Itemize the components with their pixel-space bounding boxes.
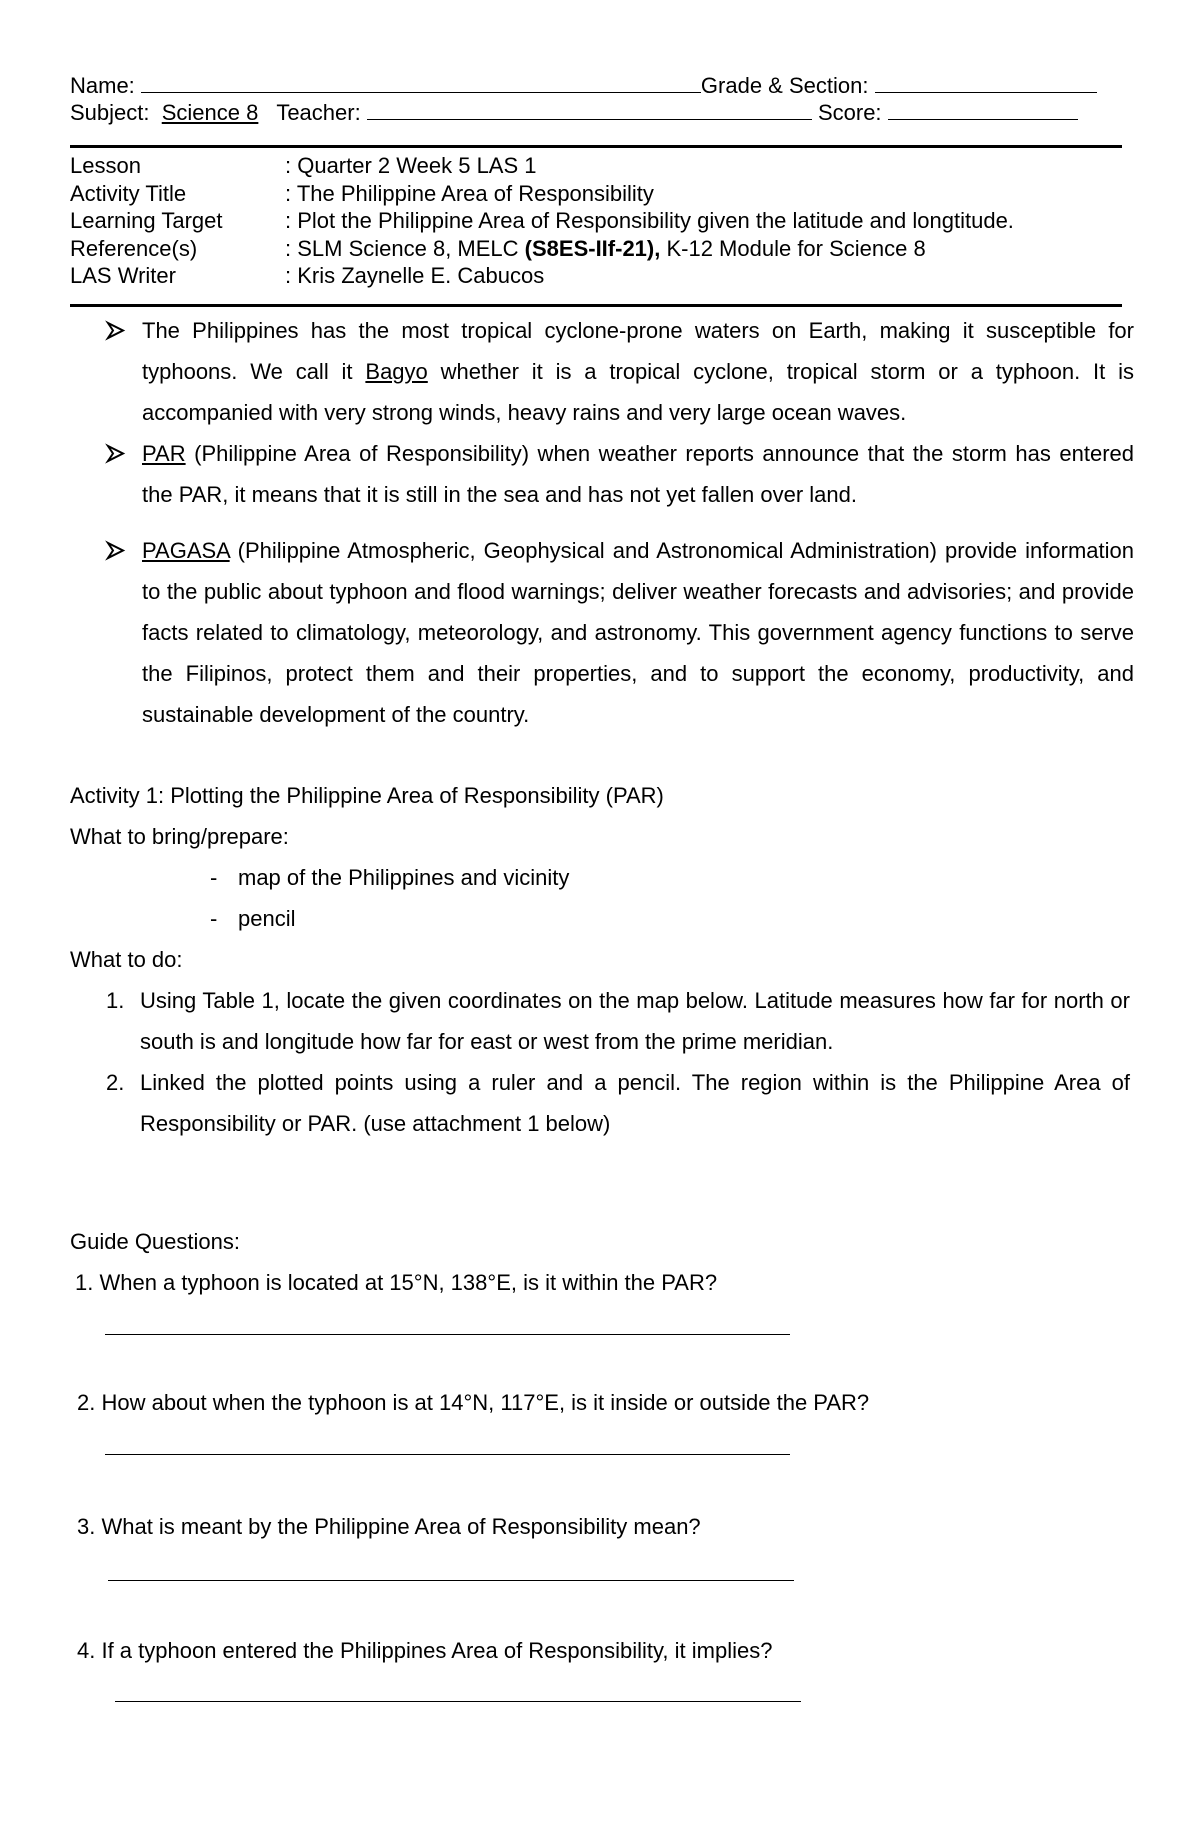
lesson-meta (70, 152, 1130, 290)
bring-item: - map of the Philippines and vicinity (210, 865, 570, 890)
intro-bullets (104, 310, 1134, 735)
meta-row-las-writer: LAS Writer : Kris Zaynelle E. Cabucos (70, 263, 545, 288)
score-blank[interactable] (888, 99, 1078, 120)
header-row-2 (70, 99, 1120, 126)
name-blank[interactable] (141, 72, 701, 93)
step-item: 1. Using Table 1, locate the given coordinates on the map below. Latitude measures how far for north or south is and longitude how far for east or west from the prime meridian. (106, 988, 1130, 1054)
grade-section-blank[interactable] (875, 72, 1097, 93)
meta-divider (70, 304, 1122, 307)
answer-line-2[interactable] (105, 1454, 790, 1455)
meta-row-activity-title: Activity Title : The Philippine Area of Responsibility (70, 180, 654, 206)
header-row-1 (70, 72, 1120, 99)
teacher-label: Teacher: (276, 100, 361, 125)
term-pagasa: PAGASA (142, 538, 230, 563)
bring-label: What to bring/prepare: (70, 824, 289, 849)
guide-question-2: 2. How about when the typhoon is at 14°N, 117°E, is it inside or outside the PAR? (77, 1390, 870, 1415)
activity-section (70, 775, 1130, 1144)
meta-row-references: Reference(s) : SLM Science 8, MELC (S8ES-IIf-21), K-12 Module for Science 8 (70, 235, 926, 261)
name-label: Name: (70, 73, 135, 98)
answer-line-1[interactable] (105, 1334, 790, 1335)
subject-label: Subject: (70, 100, 150, 125)
subject-value: Science 8 (161, 100, 259, 125)
term-bagyo: Bagyo (365, 359, 428, 384)
meta-row-learning-target: Learning Target : Plot the Philippine Area of Responsibility given the latitude and longtitude. (70, 208, 1014, 233)
do-label: What to do: (70, 947, 183, 972)
meta-row-lesson: Lesson : Quarter 2 Week 5 LAS 1 (70, 153, 537, 178)
step-item: 2. Linked the plotted points using a ruler and a pencil. The region within is the Philippine Area of Responsibility or PAR. (use attachment 1 below) (106, 1070, 1130, 1136)
guide-question-3: 3. What is meant by the Philippine Area of Responsibility mean? (77, 1514, 701, 1539)
bullet-bagyo: The Philippines has the most tropical cyclone-prone waters on Earth, making it susceptible for typhoons. We call it Bagyo whether it is a tropical cyclone, tropical storm or a typhoon. It is accompanied with very strong winds, heavy rains and very large ocean waves. (104, 310, 1134, 433)
activity-title: Activity 1: Plotting the Philippine Area of Responsibility (PAR) (70, 783, 664, 808)
bullet-pagasa: PAGASA (Philippine Atmospheric, Geophysical and Astronomical Administration) provide information to the public about typhoon and flood warnings; deliver weather forecasts and advisories; and provide facts related to climatology, meteorology, and astronomy. This government agency functions to serve the Filipinos, protect them and their properties, and to support the economy, productivity, and sustainable development of the country. (104, 530, 1134, 735)
arrow-bullet-icon (104, 310, 128, 351)
term-par: PAR (142, 441, 186, 466)
header-divider (70, 145, 1122, 148)
bring-item: - pencil (210, 906, 296, 931)
arrow-bullet-icon (104, 433, 128, 474)
teacher-blank[interactable] (367, 99, 812, 120)
answer-line-4[interactable] (115, 1701, 801, 1702)
answer-line-3[interactable] (108, 1580, 794, 1581)
grade-section-label: Grade & Section: (700, 73, 869, 98)
melc-code: (S8ES-IIf-21), (524, 235, 661, 261)
arrow-bullet-icon (104, 530, 128, 571)
guide-question-1: 1. When a typhoon is located at 15°N, 138°E, is it within the PAR? (75, 1270, 718, 1295)
guide-questions-label: Guide Questions: (70, 1229, 240, 1254)
bullet-par: PAR (Philippine Area of Responsibility) when weather reports announce that the storm has entered the PAR, it means that it is still in the sea and has not yet fallen over land. (104, 433, 1134, 515)
score-label: Score: (817, 100, 882, 125)
guide-question-4: 4. If a typhoon entered the Philippines Area of Responsibility, it implies? (77, 1638, 773, 1663)
